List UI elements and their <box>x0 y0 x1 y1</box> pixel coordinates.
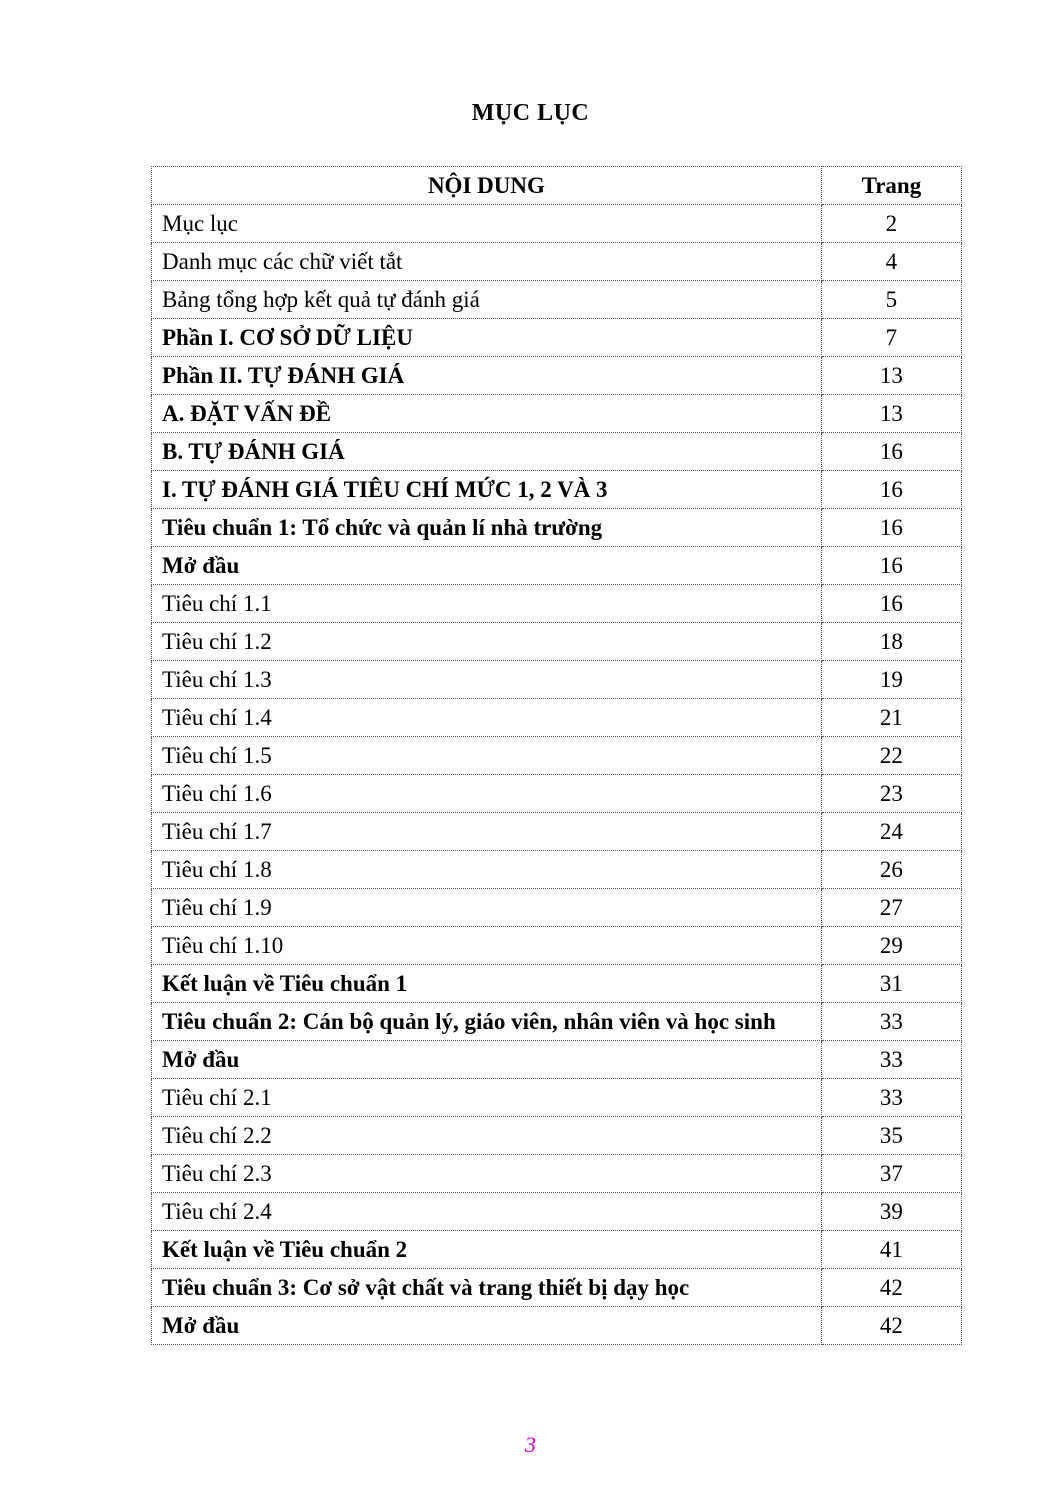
toc-entry-label: Mở đầu <box>152 1307 822 1345</box>
toc-entry-label: A. ĐẶT VẤN ĐỀ <box>152 395 822 433</box>
toc-row <box>152 1269 962 1307</box>
toc-entry-label: Mở đầu <box>152 1041 822 1079</box>
toc-entry-label: Kết luận về Tiêu chuẩn 1 <box>152 965 822 1003</box>
toc-row <box>152 281 962 319</box>
toc-entry-label: Tiêu chuẩn 1: Tổ chức và quản lí nhà trường <box>152 509 822 547</box>
toc-entry-page: 41 <box>821 1231 961 1269</box>
toc-row <box>152 1155 962 1193</box>
toc-row <box>152 1193 962 1231</box>
page-number: 3 <box>525 1432 536 1457</box>
toc-entry-page: 39 <box>821 1193 961 1231</box>
toc-header-page: Trang <box>821 167 961 205</box>
toc-entry-label: Tiêu chí 2.2 <box>152 1117 822 1155</box>
toc-entry-label: Phần II. TỰ ĐÁNH GIÁ <box>152 357 822 395</box>
toc-row <box>152 889 962 927</box>
toc-entry-label: B. TỰ ĐÁNH GIÁ <box>152 433 822 471</box>
toc-entry-page: 13 <box>821 357 961 395</box>
toc-row <box>152 547 962 585</box>
toc-entry-label: Tiêu chí 1.3 <box>152 661 822 699</box>
toc-row <box>152 813 962 851</box>
toc-entry-label: Tiêu chí 1.6 <box>152 775 822 813</box>
toc-header-content: NỘI DUNG <box>152 167 822 205</box>
toc-entry-page: 23 <box>821 775 961 813</box>
toc-entry-page: 33 <box>821 1003 961 1041</box>
toc-entry-page: 21 <box>821 699 961 737</box>
toc-entry-label: Tiêu chí 2.3 <box>152 1155 822 1193</box>
toc-row <box>152 205 962 243</box>
toc-entry-label: Tiêu chí 2.1 <box>152 1079 822 1117</box>
toc-entry-label: Tiêu chí 1.7 <box>152 813 822 851</box>
toc-row <box>152 585 962 623</box>
toc-header-row <box>152 167 962 205</box>
toc-entry-label: I. TỰ ĐÁNH GIÁ TIÊU CHÍ MỨC 1, 2 VÀ 3 <box>152 471 822 509</box>
toc-entry-page: 18 <box>821 623 961 661</box>
toc-row <box>152 737 962 775</box>
toc-row <box>152 243 962 281</box>
toc-entry-label: Bảng tổng hợp kết quả tự đánh giá <box>152 281 822 319</box>
toc-entry-label: Tiêu chí 1.4 <box>152 699 822 737</box>
toc-row <box>152 775 962 813</box>
toc-entry-label: Tiêu chí 1.5 <box>152 737 822 775</box>
toc-entry-page: 29 <box>821 927 961 965</box>
toc-entry-label: Danh mục các chữ viết tắt <box>152 243 822 281</box>
toc-entry-page: 16 <box>821 471 961 509</box>
page-title: MỤC LỤC <box>471 100 590 126</box>
toc-entry-page: 26 <box>821 851 961 889</box>
toc-entry-label: Tiêu chí 1.10 <box>152 927 822 965</box>
toc-entry-label: Tiêu chí 1.1 <box>152 585 822 623</box>
toc-row <box>152 965 962 1003</box>
toc-row <box>152 509 962 547</box>
toc-entry-page: 31 <box>821 965 961 1003</box>
toc-row <box>152 623 962 661</box>
toc-entry-label: Tiêu chí 2.4 <box>152 1193 822 1231</box>
toc-row <box>152 661 962 699</box>
toc-table <box>151 166 962 1345</box>
toc-row <box>152 851 962 889</box>
toc-entry-page: 19 <box>821 661 961 699</box>
toc-entry-page: 4 <box>821 243 961 281</box>
toc-entry-page: 16 <box>821 509 961 547</box>
toc-entry-label: Phần I. CƠ SỞ DỮ LIỆU <box>152 319 822 357</box>
toc-entry-label: Tiêu chuẩn 2: Cán bộ quản lý, giáo viên, nhân viên và học sinh <box>152 1003 822 1041</box>
toc-row <box>152 927 962 965</box>
toc-row <box>152 1079 962 1117</box>
toc-entry-page: 27 <box>821 889 961 927</box>
toc-entry-page: 42 <box>821 1307 961 1345</box>
toc-entry-page: 16 <box>821 585 961 623</box>
toc-entry-label: Mở đầu <box>152 547 822 585</box>
toc-entry-label: Tiêu chuẩn 3: Cơ sở vật chất và trang thiết bị dạy học <box>152 1269 822 1307</box>
toc-entry-page: 33 <box>821 1041 961 1079</box>
toc-entry-label: Mục lục <box>152 205 822 243</box>
toc-entry-page: 37 <box>821 1155 961 1193</box>
toc-row <box>152 319 962 357</box>
toc-entry-page: 16 <box>821 433 961 471</box>
toc-entry-label: Tiêu chí 1.9 <box>152 889 822 927</box>
toc-row <box>152 1117 962 1155</box>
toc-entry-page: 42 <box>821 1269 961 1307</box>
toc-row <box>152 433 962 471</box>
toc-entry-page: 16 <box>821 547 961 585</box>
toc-entry-label: Tiêu chí 1.2 <box>152 623 822 661</box>
toc-row <box>152 699 962 737</box>
toc-entry-label: Kết luận về Tiêu chuẩn 2 <box>152 1231 822 1269</box>
toc-entry-page: 35 <box>821 1117 961 1155</box>
toc-row <box>152 395 962 433</box>
toc-row <box>152 1041 962 1079</box>
toc-entry-page: 7 <box>821 319 961 357</box>
toc-entry-page: 5 <box>821 281 961 319</box>
toc-row <box>152 1003 962 1041</box>
toc-row <box>152 1307 962 1345</box>
toc-row <box>152 471 962 509</box>
toc-entry-page: 24 <box>821 813 961 851</box>
toc-entry-page: 22 <box>821 737 961 775</box>
toc-row <box>152 1231 962 1269</box>
toc-entry-page: 2 <box>821 205 961 243</box>
toc-row <box>152 357 962 395</box>
toc-entry-label: Tiêu chí 1.8 <box>152 851 822 889</box>
toc-entry-page: 33 <box>821 1079 961 1117</box>
toc-entry-page: 13 <box>821 395 961 433</box>
